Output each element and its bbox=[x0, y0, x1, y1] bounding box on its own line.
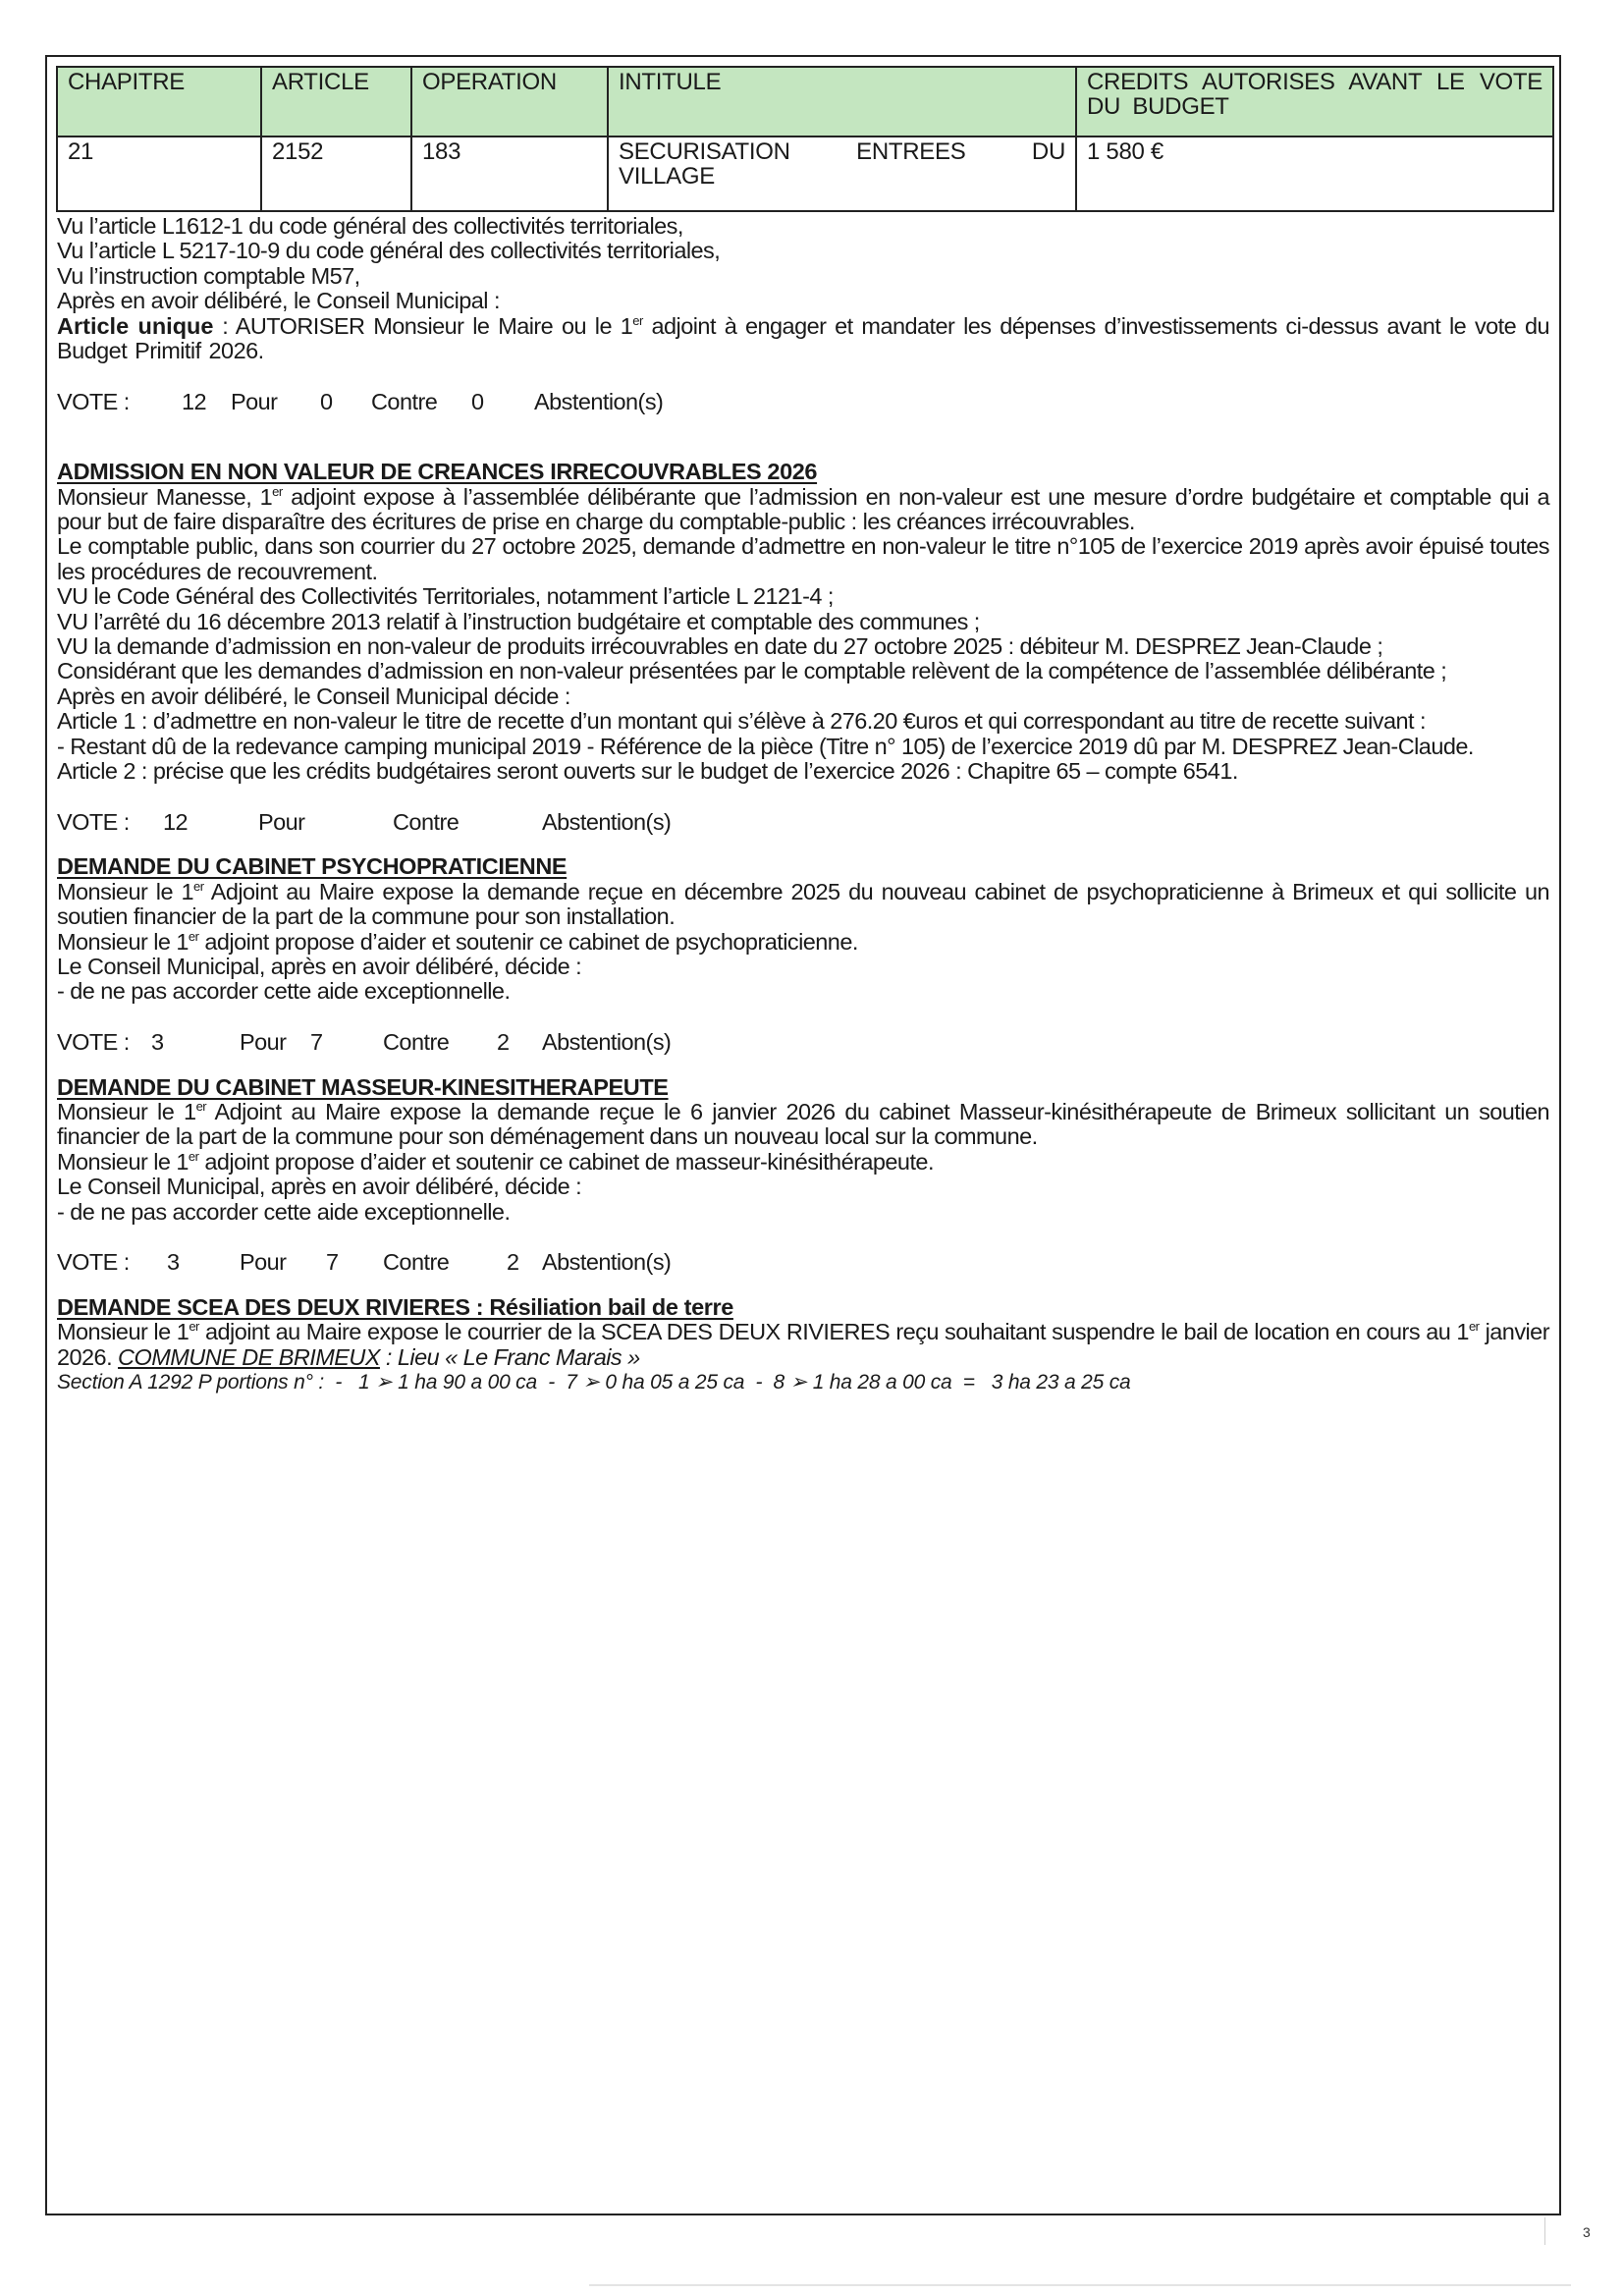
table-header-row bbox=[57, 67, 1553, 137]
vote-abst: Abstention(s) bbox=[542, 808, 672, 835]
vote-line bbox=[57, 1030, 1549, 1055]
vote-abst-count: 0 bbox=[471, 388, 484, 414]
vote-line bbox=[57, 810, 1549, 835]
credits-table bbox=[56, 66, 1554, 212]
vote-contre: Contre bbox=[371, 388, 438, 414]
article-unique-label: Article unique bbox=[57, 312, 214, 339]
superscript: er bbox=[189, 1319, 199, 1335]
document-body bbox=[56, 66, 1552, 1394]
paragraph: Article 1 : d’admettre en non-valeur le titre de recette d’un montant qui s’élève à 276.20 €uros et qui correspondant au titre de recette suivant : bbox=[57, 708, 1426, 735]
header-credits: CREDITS AUTORISES AVANT LE VOTE DU BUDGET bbox=[1076, 67, 1553, 137]
superscript: er bbox=[1468, 1319, 1480, 1335]
vote-pour-count: 12 bbox=[163, 808, 189, 835]
paragraph: Monsieur le 1er adjoint propose d’aider et soutenir ce cabinet de psychopraticienne. bbox=[57, 928, 858, 955]
paragraph: Après en avoir délibéré, le Conseil Municipal décide : bbox=[57, 683, 570, 709]
vote-pour-count: 3 bbox=[151, 1029, 164, 1056]
header-intitule: INTITULE bbox=[608, 67, 1076, 137]
section-psychopraticienne bbox=[56, 854, 1549, 1055]
paragraph: VU l’arrêté du 16 décembre 2013 relatif à l’instruction budgétaire et comptable des communes ; bbox=[57, 608, 980, 634]
cell-intitule: SECURISATION ENTREES DU VILLAGE bbox=[608, 137, 1076, 211]
paragraph: - Restant dû de la redevance camping municipal 2019 - Référence de la pièce (Titre n° 105) de l’exercice 2019 dû par M. DESPREZ Jean-Claude. bbox=[57, 733, 1474, 759]
paragraph: VU la demande d’admission en non-valeur de produits irrécouvrables en date du 27 octobre 2025 : débiteur M. DESPREZ Jean-Claude ; bbox=[57, 633, 1383, 660]
vote-line bbox=[57, 1250, 1549, 1275]
superscript: er bbox=[188, 1148, 199, 1164]
section-parcel-line: Section A 1292 P portions n° : - 1 ➢ 1 ha 90 a 00 ca - 7 ➢ 0 ha 05 a 25 ca - 8 ➢ 1 ha 28 a 00 ca = 3 ha 23 a 25 ca bbox=[57, 1371, 1131, 1394]
paragraph: Monsieur Manesse, 1er adjoint expose à l’assemblée délibérante que l’admission en non-valeur est une mesure d’ordre budgétaire et comptable qui a pour but de faire disparaître des écritures de prise en charge du comptable-public : les créances irrécouvrables. bbox=[57, 483, 1550, 535]
paragraph: Le Conseil Municipal, après en avoir délibéré, décide : bbox=[57, 1174, 582, 1200]
vote-line bbox=[57, 390, 1549, 414]
vote-label: VOTE : bbox=[57, 808, 130, 835]
text-line: Vu l’article L1612-1 du code général des collectivités territoriales, bbox=[57, 213, 683, 239]
scan-artifact-line bbox=[1544, 2217, 1545, 2245]
table-row bbox=[57, 137, 1553, 211]
text-line: Après en avoir délibéré, le Conseil Municipal : bbox=[57, 288, 500, 314]
vote-contre-count: 7 bbox=[310, 1029, 323, 1056]
cell-article: 2152 bbox=[261, 137, 411, 211]
text-line: Vu l’article L 5217-10-9 du code général des collectivités territoriales, bbox=[57, 238, 721, 264]
bullet-item: - de ne pas accorder cette aide exceptionnelle. bbox=[57, 1198, 511, 1225]
cell-operation: 183 bbox=[411, 137, 608, 211]
vote-label: VOTE : bbox=[57, 1029, 130, 1056]
header-operation: OPERATION bbox=[411, 67, 608, 137]
vote-pour: Pour bbox=[240, 1029, 287, 1056]
vote-contre: Contre bbox=[383, 1249, 450, 1276]
vote-pour-count: 12 bbox=[182, 388, 207, 414]
section-admission-non-valeur bbox=[56, 460, 1549, 835]
article-unique bbox=[57, 314, 1549, 364]
paragraph: Article 2 : précise que les crédits budgétaires seront ouverts sur le budget de l’exercice 2026 : Chapitre 65 – compte 6541. bbox=[57, 758, 1238, 785]
section-title: DEMANDE SCEA DES DEUX RIVIERES : Résiliation bail de terre bbox=[57, 1293, 733, 1320]
section-title: ADMISSION EN NON VALEUR DE CREANCES IRRECOUVRABLES 2026 bbox=[57, 459, 818, 485]
paragraph: Le comptable public, dans son courrier du 27 octobre 2025, demande d’admettre en non-valeur le titre n°105 de l’exercice 2019 après avoir épuisé toutes les procédures de recouvrement. bbox=[57, 533, 1549, 584]
section-title: DEMANDE DU CABINET MASSEUR-KINESITHERAPEUTE bbox=[57, 1073, 669, 1100]
superscript: er bbox=[188, 928, 199, 944]
header-article: ARTICLE bbox=[261, 67, 411, 137]
vote-label: VOTE : bbox=[57, 1249, 130, 1276]
vote-abst: Abstention(s) bbox=[542, 1249, 672, 1276]
vote-abst-count: 2 bbox=[497, 1029, 510, 1056]
vote-contre-count: 0 bbox=[320, 388, 333, 414]
commune-name: COMMUNE DE BRIMEUX bbox=[118, 1343, 380, 1370]
page-number: 3 bbox=[1583, 2224, 1591, 2240]
vote-contre-count: 7 bbox=[326, 1249, 339, 1276]
article-text: : AUTORISER Monsieur le Maire ou le 1 bbox=[213, 312, 633, 339]
bullet-item: - de ne pas accorder cette aide exceptionnelle. bbox=[57, 978, 511, 1005]
superscript: er bbox=[272, 483, 283, 499]
vote-pour: Pour bbox=[231, 388, 278, 414]
superscript: er bbox=[193, 878, 204, 894]
paragraph: Monsieur le 1er Adjoint au Maire expose la demande reçue le 6 janvier 2026 du cabinet Masseur-kinésithérapeute de Brimeux sollicitant un soutien financier de la part de la commune pour son déménagement dans un nouveau local sur la commune. bbox=[57, 1098, 1549, 1150]
cell-chapitre: 21 bbox=[57, 137, 261, 211]
vote-contre: Contre bbox=[383, 1029, 450, 1056]
superscript: er bbox=[195, 1098, 207, 1114]
superscript: er bbox=[632, 312, 643, 328]
scan-edge-line bbox=[589, 2284, 1571, 2286]
vote-abst: Abstention(s) bbox=[542, 1029, 672, 1056]
section-scea-deux-rivieres bbox=[56, 1295, 1549, 1395]
vote-label: VOTE : bbox=[57, 388, 130, 414]
cell-credits: 1 580 € bbox=[1076, 137, 1553, 211]
vote-pour: Pour bbox=[240, 1249, 287, 1276]
article-text: adjoint à engager et mandater les dépenses d’investissements ci-dessus avant le vote du Budget Primitif 2026. bbox=[57, 312, 1549, 364]
section-masseur-kinesitherapeute bbox=[56, 1075, 1549, 1276]
paragraph: VU le Code Général des Collectivités Territoriales, notamment l’article L 2121-4 ; bbox=[57, 583, 834, 610]
paragraph: Monsieur le 1er Adjoint au Maire expose la demande reçue en décembre 2025 du nouveau cabinet de psychopraticienne à Brimeux et qui sollicite un soutien financier de la part de la commune pour son installation. bbox=[57, 878, 1549, 930]
lieu-text: : Lieu « Le Franc Marais » bbox=[379, 1343, 640, 1370]
paragraph: Monsieur le 1er adjoint au Maire expose le courrier de la SCEA DES DEUX RIVIERES reçu souhaitant suspendre le bail de location en cours au 1er janvier 2026. COMMUNE DE BRIMEUX : Lieu « Le Franc Marais » bbox=[57, 1319, 1549, 1370]
paragraph: Considérant que les demandes d’admission en non-valeur présentées par le comptable relèvent de la compétence de l’assemblée délibérante ; bbox=[57, 658, 1447, 684]
section-budget-credits bbox=[56, 214, 1549, 414]
header-chapitre: CHAPITRE bbox=[57, 67, 261, 137]
vote-abst: Abstention(s) bbox=[534, 388, 664, 414]
paragraph: Monsieur le 1er adjoint propose d’aider et soutenir ce cabinet de masseur-kinésithérapeute. bbox=[57, 1148, 934, 1175]
vote-pour-count: 3 bbox=[167, 1249, 180, 1276]
vote-abst-count: 2 bbox=[507, 1249, 519, 1276]
section-title: DEMANDE DU CABINET PSYCHOPRATICIENNE bbox=[57, 853, 568, 880]
text-line: Vu l’instruction comptable M57, bbox=[57, 262, 360, 289]
vote-pour: Pour bbox=[258, 808, 305, 835]
vote-contre: Contre bbox=[393, 808, 460, 835]
paragraph: Le Conseil Municipal, après en avoir délibéré, décide : bbox=[57, 953, 582, 979]
